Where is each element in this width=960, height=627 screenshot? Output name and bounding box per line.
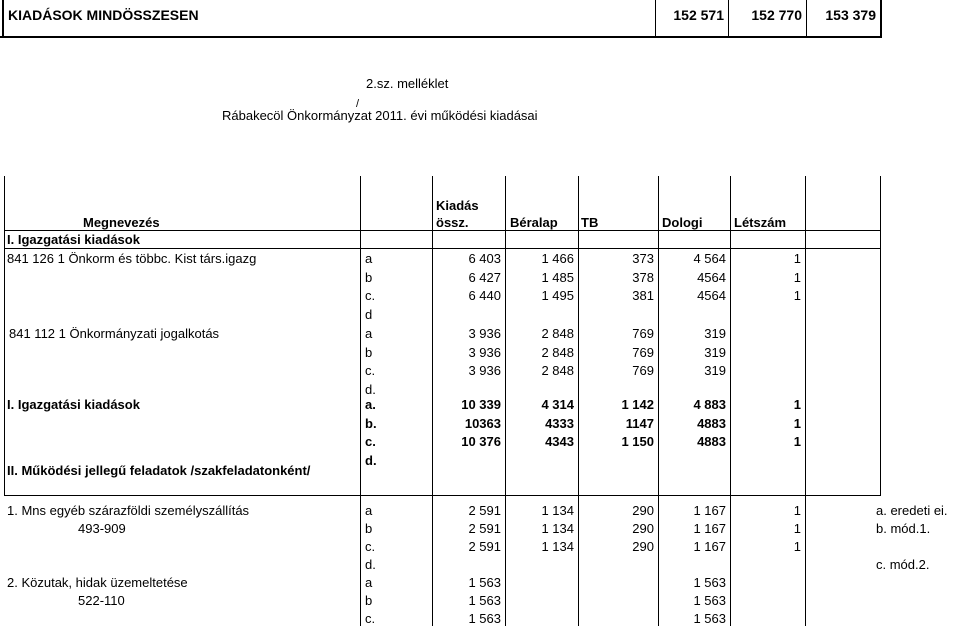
col-divider-code xyxy=(432,176,433,626)
cell-code: c. xyxy=(365,611,376,626)
cell-ossz: 6 440 xyxy=(468,288,501,304)
cell-ossz: 3 936 xyxy=(468,363,501,379)
grand-total-divider-3 xyxy=(806,0,807,36)
col-divider-ber xyxy=(578,176,579,626)
section2-left-edge xyxy=(360,495,361,626)
cell-let: 1 xyxy=(793,251,801,266)
cell-ber: 1 134 xyxy=(541,503,574,518)
cell-tb: 290 xyxy=(632,539,654,554)
section1-bottom-line xyxy=(4,248,880,249)
cell-tb: 1 142 xyxy=(621,397,654,412)
cell-dol: 319 xyxy=(704,344,726,360)
cell-ossz: 3 936 xyxy=(468,344,501,360)
cell-tb: 769 xyxy=(632,344,654,360)
cell-code: d xyxy=(365,307,373,323)
cell-note: c. mód.2. xyxy=(876,557,930,572)
cell-let: 1 xyxy=(793,269,801,285)
row-name: 493-909 xyxy=(78,521,126,536)
cell-code: a xyxy=(365,575,373,590)
col-divider-let xyxy=(805,176,806,626)
cell-code: b xyxy=(365,344,373,360)
grand-total-value-2: 152 770 xyxy=(751,7,802,23)
cell-ossz: 1 563 xyxy=(468,575,501,590)
cell-ossz: 10 376 xyxy=(461,434,501,450)
cell-dol: 4883 xyxy=(697,434,726,450)
cell-dol: 4564 xyxy=(697,288,726,304)
cell-ber: 1 134 xyxy=(541,521,574,536)
grand-total-left-border xyxy=(2,0,4,38)
cell-tb: 769 xyxy=(632,363,654,379)
table-bottom-line xyxy=(4,495,880,496)
col-header-tb: TB xyxy=(581,215,599,230)
cell-dol: 1 167 xyxy=(693,521,726,536)
cell-dol: 4564 xyxy=(697,269,726,285)
row-name: 1. Mns egyéb szárazföldi személyszállítás xyxy=(7,503,250,518)
cell-code: a xyxy=(365,503,373,518)
row-name: I. Igazgatási kiadások xyxy=(7,397,140,412)
cell-ossz: 3 936 xyxy=(468,325,501,341)
cell-dol: 4 564 xyxy=(693,251,726,266)
cell-ber: 2 848 xyxy=(541,344,574,360)
cell-tb: 290 xyxy=(632,503,654,518)
cell-let: 1 xyxy=(793,521,801,536)
cell-dol: 1 167 xyxy=(693,503,726,518)
cell-code: a xyxy=(365,251,373,266)
cell-dol: 319 xyxy=(704,325,726,341)
cell-ossz: 6 403 xyxy=(468,251,501,266)
grand-total-value-1: 152 571 xyxy=(673,7,724,23)
col-divider-tb xyxy=(658,176,659,626)
cell-ossz: 10 339 xyxy=(461,397,501,412)
cell-ossz: 1 563 xyxy=(468,611,501,626)
cell-let: 1 xyxy=(793,539,801,554)
cell-dol: 4 883 xyxy=(693,397,726,412)
cell-dol: 4883 xyxy=(697,415,726,431)
grand-total-divider-1 xyxy=(655,0,656,36)
cell-ossz: 6 427 xyxy=(468,269,501,285)
row-name: 2. Közutak, hidak üzemeltetése xyxy=(7,575,188,590)
row-name: 841 112 1 Önkormányzati jogalkotás xyxy=(9,325,220,341)
cell-code: d. xyxy=(365,381,376,397)
cell-ber: 1 495 xyxy=(541,288,574,304)
cell-tb: 373 xyxy=(632,251,654,266)
cell-code: c. xyxy=(365,363,376,379)
cell-code: b xyxy=(365,269,373,285)
cell-code: c. xyxy=(365,434,376,450)
cell-tb: 381 xyxy=(632,288,654,304)
col-divider-ossz xyxy=(505,176,506,626)
page-title: Rábakecöl Önkormányzat 2011. évi működési kiadásai xyxy=(222,108,538,123)
annex-label: 2.sz. melléklet xyxy=(366,76,449,91)
table-right-border xyxy=(880,176,881,496)
cell-ossz: 2 591 xyxy=(468,521,501,536)
grand-total-divider-2 xyxy=(728,0,729,36)
grand-total-label: KIADÁSOK MINDÖSSZESEN xyxy=(8,7,199,23)
row-name: 841 126 1 Önkorm és többc. Kist társ.igazg xyxy=(7,251,257,266)
cell-let: 1 xyxy=(793,434,801,450)
cell-note: b. mód.1. xyxy=(876,521,931,536)
cell-let: 1 xyxy=(793,415,801,431)
cell-ber: 4333 xyxy=(545,415,574,431)
cell-ossz: 1 563 xyxy=(468,593,501,608)
cell-dol: 1 563 xyxy=(693,593,726,608)
cell-tb: 769 xyxy=(632,325,654,341)
col-header-kiadas: Kiadás xyxy=(436,198,479,213)
cell-ossz: 2 591 xyxy=(468,503,501,518)
col-header-ossz: össz. xyxy=(436,215,469,230)
cell-code: b xyxy=(365,593,373,608)
cell-dol: 1 563 xyxy=(693,575,726,590)
header-slash: / xyxy=(356,98,360,110)
cell-ber: 1 134 xyxy=(541,539,574,554)
row-name: 522-110 xyxy=(78,593,125,608)
cell-dol: 319 xyxy=(704,363,726,379)
cell-code: b xyxy=(365,521,373,536)
cell-let: 1 xyxy=(793,397,801,412)
cell-ossz: 10363 xyxy=(464,415,501,431)
cell-tb: 290 xyxy=(632,521,654,536)
cell-ber: 4 314 xyxy=(541,397,574,412)
cell-ossz: 2 591 xyxy=(468,539,501,554)
cell-tb: 1 150 xyxy=(621,434,654,450)
col-header-beralap: Béralap xyxy=(510,215,558,230)
grand-total-value-3: 153 379 xyxy=(825,7,876,23)
cell-dol: 1 167 xyxy=(693,539,726,554)
col-divider-dol xyxy=(730,176,731,626)
cell-tb: 1147 xyxy=(625,415,654,431)
cell-code: c. xyxy=(365,288,376,304)
cell-code: d. xyxy=(365,557,376,572)
cell-ber: 2 848 xyxy=(541,325,574,341)
cell-note: a. eredeti ei. xyxy=(876,503,948,518)
section1-title: I. Igazgatási kiadások xyxy=(7,232,140,247)
cell-code: c. xyxy=(365,539,376,554)
cell-code: b. xyxy=(365,415,377,431)
section2-title: II. Működési jellegű feladatok /szakfeladatonként/ xyxy=(7,463,311,478)
cell-tb: 378 xyxy=(632,269,654,285)
cell-let: 1 xyxy=(793,288,801,304)
cell-ber: 1 466 xyxy=(541,251,574,266)
col-header-letszam: Létszám xyxy=(734,215,787,230)
col-header-megnevezes: Megnevezés xyxy=(83,215,160,230)
col-header-dologi: Dologi xyxy=(662,215,703,230)
cell-code: a. xyxy=(365,397,376,412)
cell-ber: 1 485 xyxy=(541,269,574,285)
cell-let: 1 xyxy=(793,503,801,518)
cell-ber: 4343 xyxy=(545,434,574,450)
cell-code: d. xyxy=(365,453,377,469)
table-left-border xyxy=(4,176,5,496)
cell-ber: 2 848 xyxy=(541,363,574,379)
cell-code: a xyxy=(365,325,373,341)
cell-dol: 1 563 xyxy=(693,611,726,626)
